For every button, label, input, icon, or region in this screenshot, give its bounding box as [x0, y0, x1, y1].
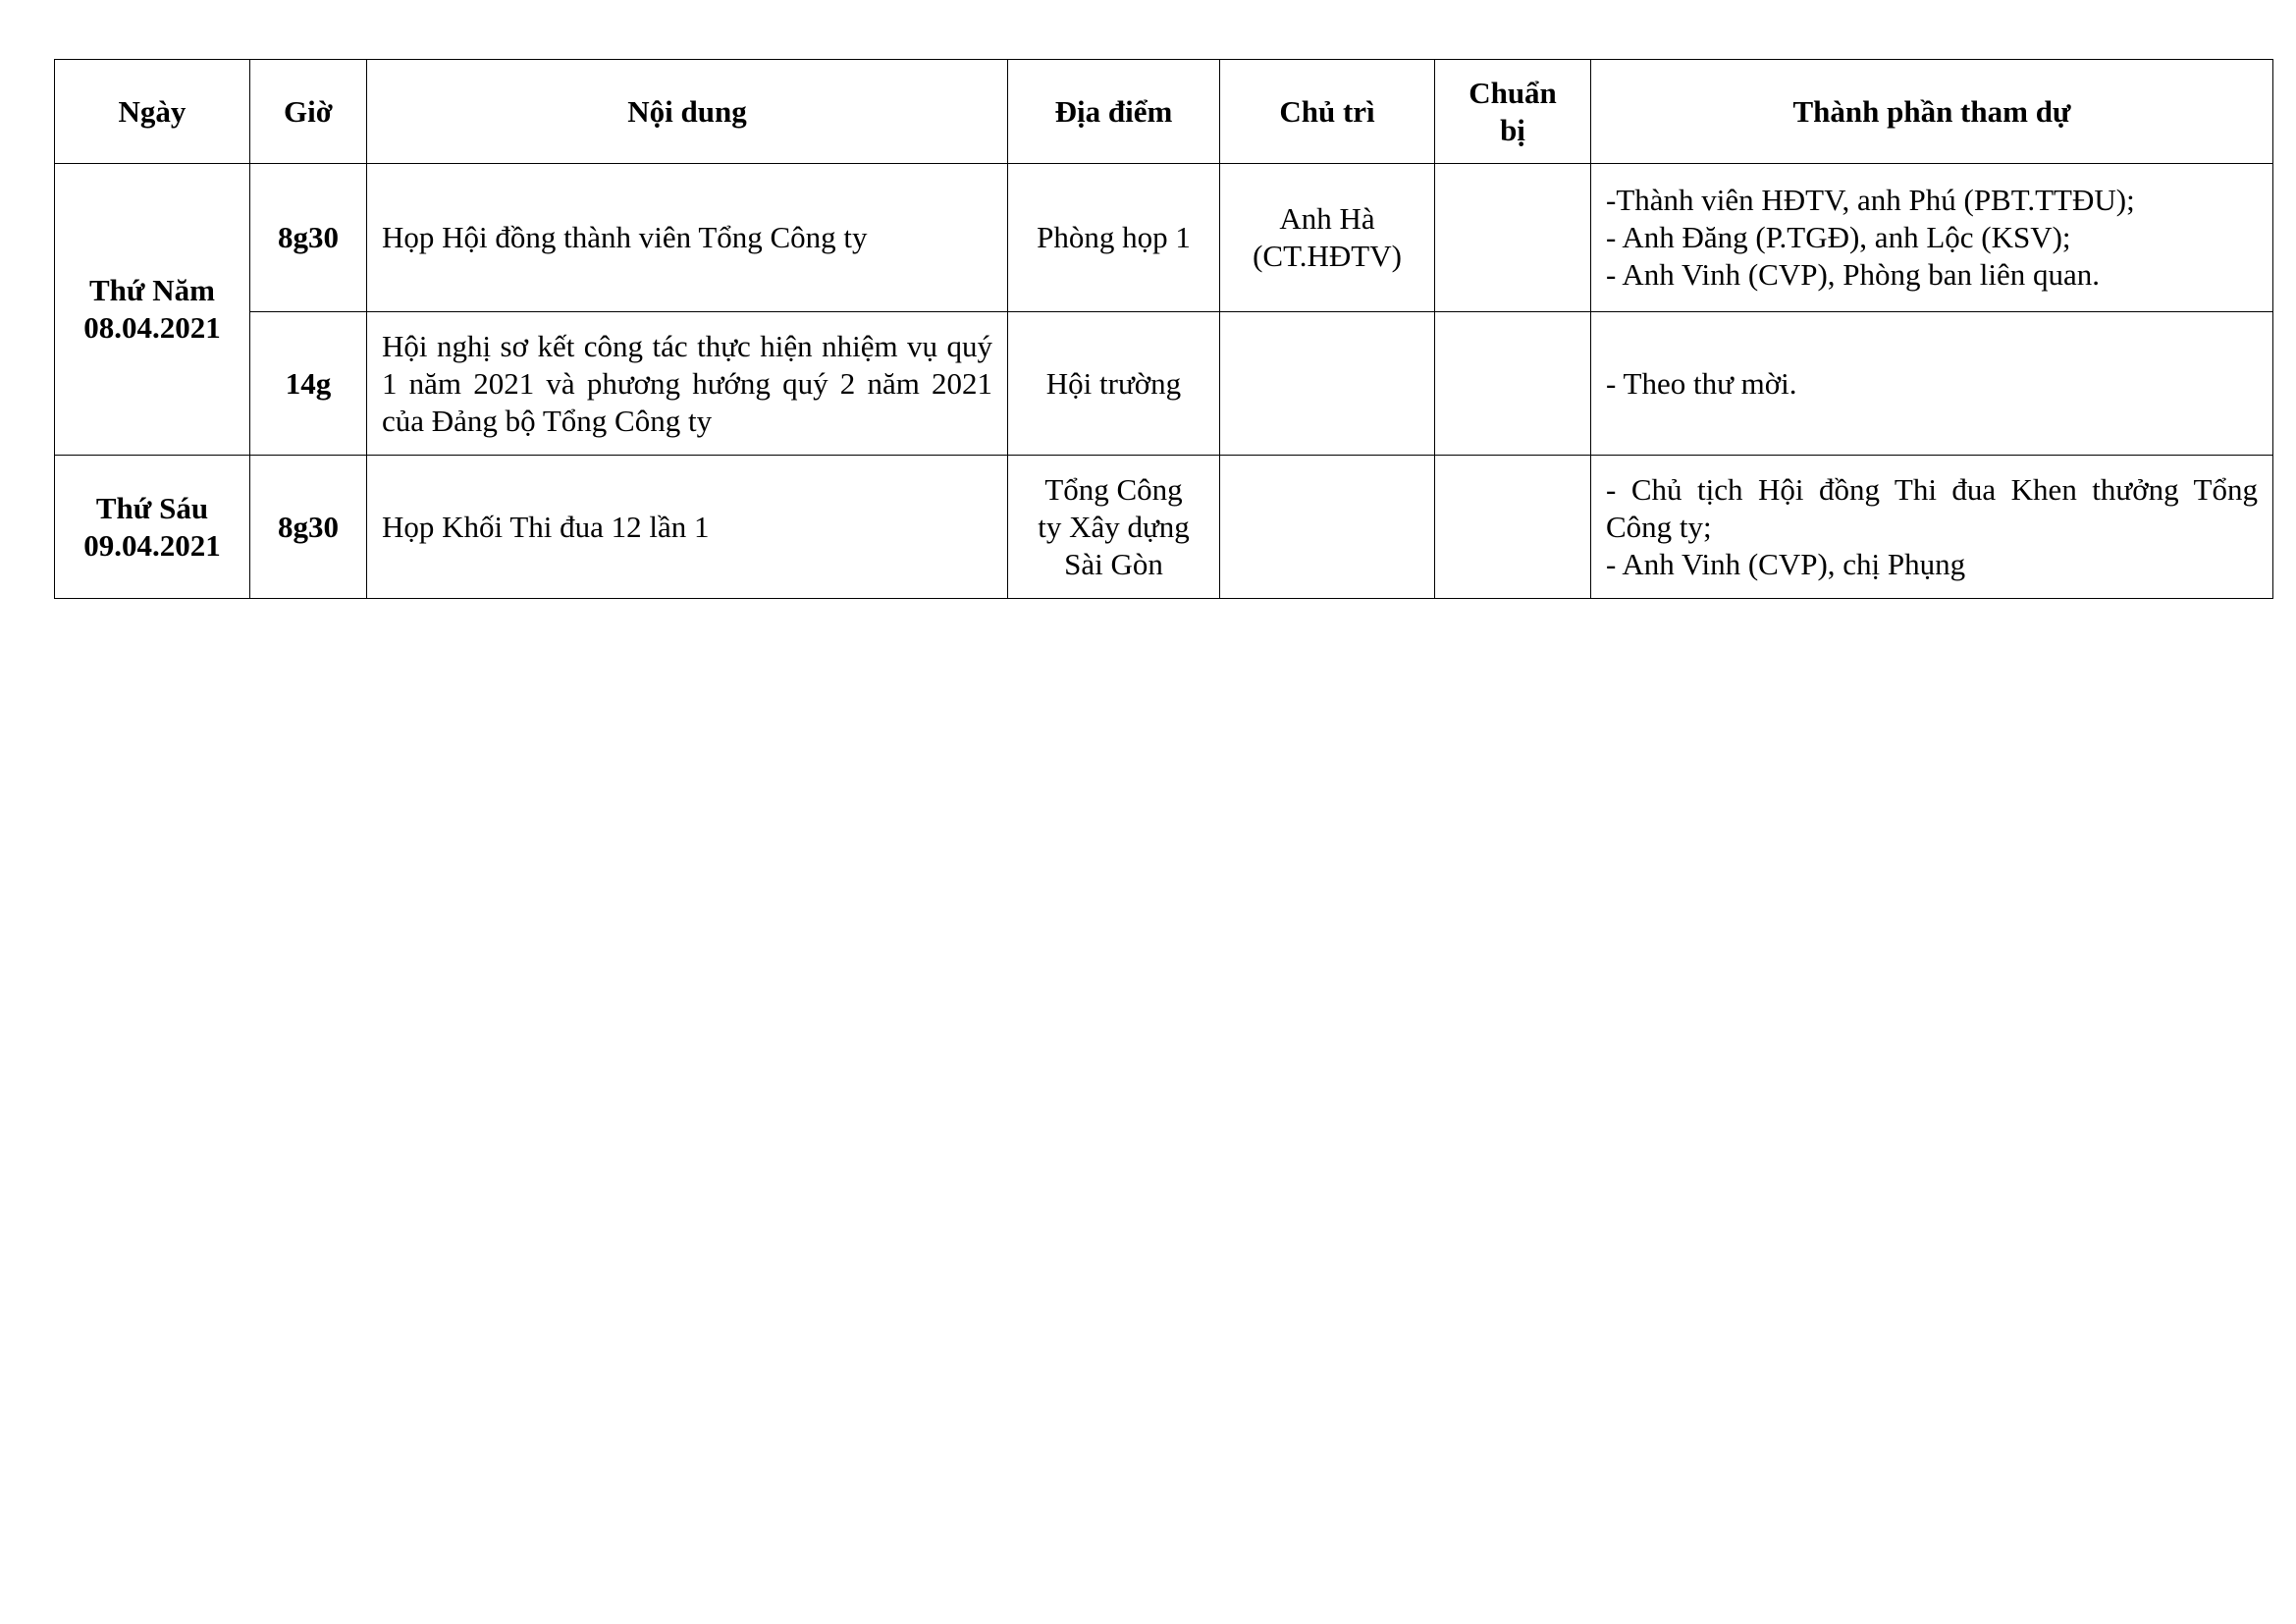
table-header: [55, 60, 2273, 164]
attendees-cell: [1591, 456, 2273, 599]
chair-cell: Anh Hà (CT.HĐTV): [1220, 164, 1435, 312]
weekday-label: Thứ Sáu: [95, 490, 209, 525]
content-cell: Họp Hội đồng thành viên Tổng Công ty: [367, 164, 1008, 312]
attendee-line: - Anh Vinh (CVP), chị Phụng: [1606, 546, 1966, 581]
attendees-cell: [1591, 312, 2273, 456]
attendees-cell: [1591, 164, 2273, 312]
content-cell: Hội nghị sơ kết công tác thực hiện nhiệm vụ quý 1 năm 2021 và phương hướng quý 2 năm 2021 của Đảng bộ Tổng Công ty: [367, 312, 1008, 456]
time-cell: 8g30: [250, 456, 367, 599]
date-label: 08.04.2021: [83, 310, 221, 345]
prep-cell: [1435, 312, 1591, 456]
attendee-line: - Theo thư mời.: [1606, 365, 1797, 401]
table-row: [55, 456, 2273, 599]
content-cell: Họp Khối Thi đua 12 lần 1: [367, 456, 1008, 599]
date-label: 09.04.2021: [83, 527, 221, 563]
header-time: Giờ: [250, 60, 367, 164]
weekly-schedule-table: [54, 59, 2273, 599]
time-cell: 8g30: [250, 164, 367, 312]
attendee-line: - Anh Vinh (CVP), Phòng ban liên quan.: [1606, 257, 2101, 292]
weekday-label: Thứ Năm: [89, 273, 215, 307]
chair-cell: [1220, 456, 1435, 599]
header-chair: Chủ trì: [1220, 60, 1435, 164]
header-attendees: Thành phần tham dự: [1591, 60, 2273, 164]
header-row: [55, 60, 2273, 164]
attendee-line: - Anh Đăng (P.TGĐ), anh Lộc (KSV);: [1606, 220, 2071, 254]
attendee-line: - Chủ tịch Hội đồng Thi đua Khen thưởng Tổng Công ty;: [1606, 471, 2258, 544]
day-cell: [55, 164, 250, 456]
attendee-line: -Thành viên HĐTV, anh Phú (PBT.TTĐU);: [1606, 183, 2135, 217]
place-cell: Tổng Công ty Xây dựng Sài Gòn: [1008, 456, 1220, 599]
prep-cell: [1435, 456, 1591, 599]
place-cell: Hội trường: [1008, 312, 1220, 456]
header-day: Ngày: [55, 60, 250, 164]
time-cell: 14g: [250, 312, 367, 456]
header-prep: Chuẩn bị: [1435, 60, 1591, 164]
day-cell: [55, 456, 250, 599]
table-body: [55, 164, 2273, 599]
header-place: Địa điểm: [1008, 60, 1220, 164]
chair-cell: [1220, 312, 1435, 456]
prep-cell: [1435, 164, 1591, 312]
header-content: Nội dung: [367, 60, 1008, 164]
table-row: [55, 312, 2273, 456]
place-cell: Phòng họp 1: [1008, 164, 1220, 312]
table-row: [55, 164, 2273, 312]
